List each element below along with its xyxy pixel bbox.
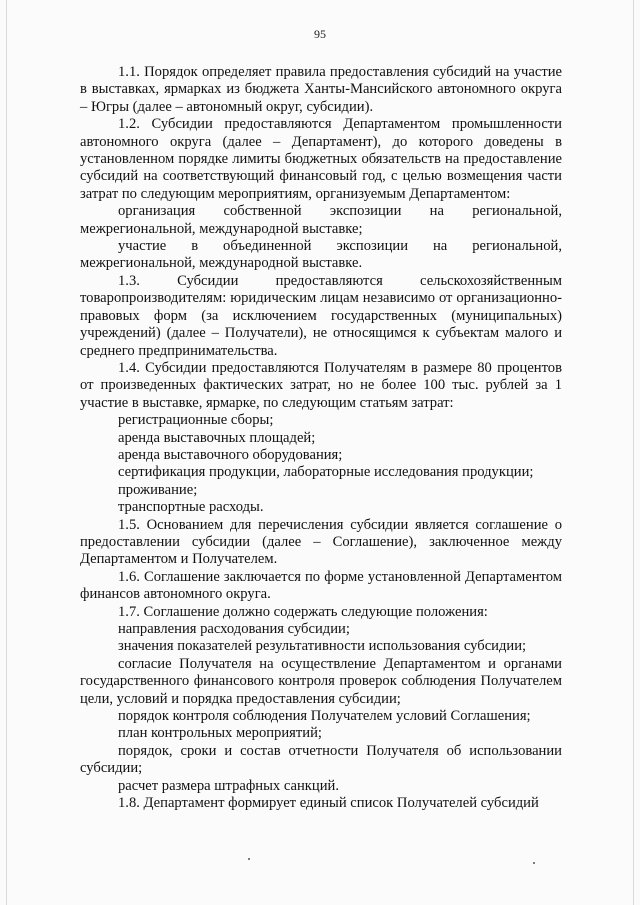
- list-item-registration-fees: регистрационные сборы;: [118, 412, 274, 429]
- paragraph-1-2: 1.2. Субсидии предоставляются Департаментом промышленности автономного округа (далее – Департамент), до которого доведены в установленном порядке лимиты бюджетных обязательств на предоставление субсидий на соответствующий финансовый год, с целью возмещения части затрат по следующим мероприятиям, организуемым Департаментом:: [80, 116, 562, 202]
- list-item-penalties: расчет размера штрафных санкций.: [118, 777, 339, 794]
- paragraph-1-4: 1.4. Субсидии предоставляются Получателям в размере 80 процентов от произведенных фактических затрат, но не более 100 тыс. рублей за 1 участие в выставке, ярмарке, по следующим статьям затрат:: [80, 359, 562, 411]
- paragraph-1-1: 1.1. Порядок определяет правила предоставления субсидий на участие в выставках, ярмарках из бюджета Ханты-Мансийского автономного округа – Югры (далее – автономный округ, субсидии).: [80, 64, 562, 115]
- list-item-own-exposition: организация собственной экспозиции на региональной, межрегиональной, международной выставке;: [80, 203, 562, 237]
- list-item-transport: транспортные расходы.: [118, 499, 264, 516]
- list-item-equipment-rent: аренда выставочного оборудования;: [118, 446, 343, 463]
- scan-speck: [533, 862, 535, 864]
- scan-speck: [248, 858, 250, 860]
- paragraph-1-6: 1.6. Соглашение заключается по форме установленной Департаментом финансов автономного округа.: [80, 568, 562, 603]
- list-item-reporting: порядок, сроки и состав отчетности Получателя об использовании субсидии;: [80, 742, 562, 777]
- page-number: 95: [314, 27, 326, 41]
- list-item-control-plan: план контрольных мероприятий;: [118, 725, 322, 742]
- paragraph-1-5: 1.5. Основанием для перечисления субсидии является соглашение о предоставлении субсидии (далее – Соглашение), заключенное между Департаментом и Получателем.: [80, 516, 562, 568]
- page-left-edge: [6, 0, 7, 905]
- list-item-accommodation: проживание;: [118, 481, 198, 498]
- paragraph-1-3: 1.3. Субсидии предоставляются сельскохозяйственным товаропроизводителям: юридическим лицам независимо от организационно-правовых форм (за исключением государственных (муниципальных) учреждений) (далее – Получатели), не относящимся к субъектам малого и среднего предпринимательства.: [80, 272, 562, 359]
- list-item-performance-indicators: значения показателей результативности использования субсидии;: [118, 638, 527, 655]
- list-item-compliance-control: порядок контроля соблюдения Получателем условий Соглашения;: [118, 708, 531, 725]
- page-right-edge: [633, 0, 634, 905]
- list-item-certification: сертификация продукции, лабораторные исследования продукции;: [118, 464, 534, 481]
- list-item-area-rent: аренда выставочных площадей;: [118, 429, 316, 446]
- paragraph-1-7: 1.7. Соглашение должно содержать следующие положения:: [118, 603, 488, 620]
- list-item-joint-exposition: участие в объединенной экспозиции на региональной, межрегиональной, международной выставке.: [80, 238, 562, 272]
- document-body: [80, 64, 562, 812]
- list-item-spending-directions: направления расходования субсидии;: [118, 621, 350, 637]
- paragraph-1-8: 1.8. Департамент формирует единый список Получателей субсидий: [118, 795, 539, 812]
- list-item-audit-consent: согласие Получателя на осуществление Департаментом и органами государственного финансового контроля проверок соблюдения Получателем цели, условий и порядка предоставления субсидии;: [80, 655, 562, 707]
